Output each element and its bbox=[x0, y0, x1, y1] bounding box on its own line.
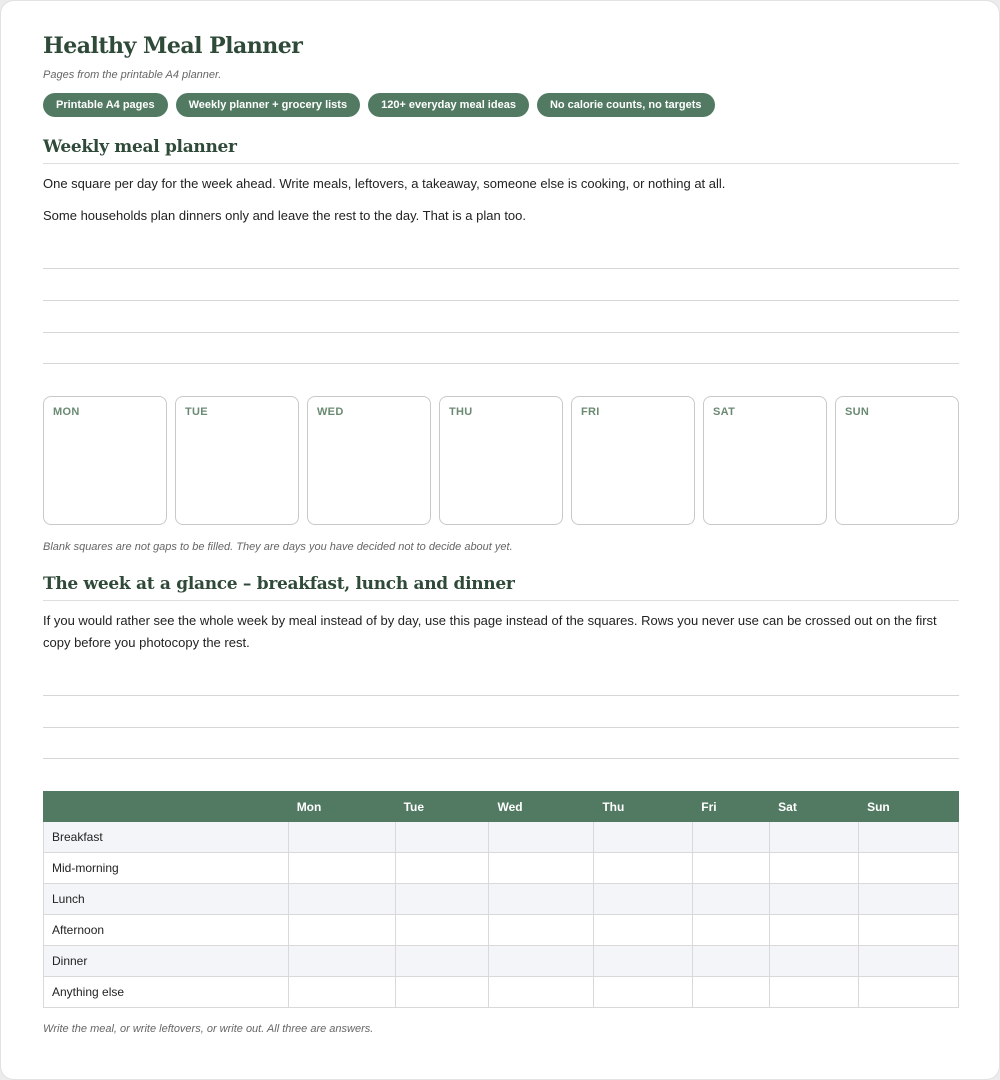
table-cell bbox=[859, 977, 959, 1008]
table-cell bbox=[770, 977, 859, 1008]
row-label: Mid-morning bbox=[44, 853, 289, 884]
day-label: TUE bbox=[185, 406, 208, 418]
day-label: WED bbox=[317, 406, 344, 418]
row-label: Afternoon bbox=[44, 915, 289, 946]
table-cell bbox=[693, 946, 770, 977]
table-cell bbox=[770, 853, 859, 884]
day-square-mon bbox=[43, 396, 167, 525]
writing-line bbox=[43, 268, 959, 269]
table-cell bbox=[594, 915, 693, 946]
table-cell bbox=[770, 915, 859, 946]
table-cell bbox=[693, 977, 770, 1008]
table-cell bbox=[489, 853, 594, 884]
table-cell bbox=[288, 884, 395, 915]
table-cell bbox=[489, 915, 594, 946]
table-cell bbox=[770, 884, 859, 915]
table-row bbox=[44, 977, 959, 1008]
table-cell bbox=[770, 822, 859, 853]
table-cell bbox=[395, 822, 489, 853]
column-header-fri: Fri bbox=[693, 792, 770, 822]
row-label: Anything else bbox=[44, 977, 289, 1008]
table-row bbox=[44, 915, 959, 946]
pill-meal-ideas: 120+ everyday meal ideas bbox=[368, 93, 529, 117]
column-header-sat: Sat bbox=[770, 792, 859, 822]
writing-line bbox=[43, 332, 959, 333]
table-cell bbox=[594, 884, 693, 915]
writing-line bbox=[43, 758, 959, 759]
table-row bbox=[44, 822, 959, 853]
table-cell bbox=[395, 853, 489, 884]
feature-pills bbox=[43, 93, 715, 117]
table-cell bbox=[288, 915, 395, 946]
row-label: Lunch bbox=[44, 884, 289, 915]
table-cell bbox=[489, 977, 594, 1008]
pill-no-calories: No calorie counts, no targets bbox=[537, 93, 715, 117]
table-cell bbox=[693, 915, 770, 946]
table-cell bbox=[693, 822, 770, 853]
pill-printable: Printable A4 pages bbox=[43, 93, 168, 117]
day-square-sat bbox=[703, 396, 827, 525]
table-cell bbox=[859, 915, 959, 946]
row-label: Dinner bbox=[44, 946, 289, 977]
table-cell bbox=[859, 884, 959, 915]
day-square-thu bbox=[439, 396, 563, 525]
day-square-tue bbox=[175, 396, 299, 525]
day-label: THU bbox=[449, 406, 473, 418]
glance-heading: The week at a glance – breakfast, lunch and dinner bbox=[43, 574, 959, 601]
table-cell bbox=[288, 977, 395, 1008]
table-cell bbox=[288, 946, 395, 977]
column-header bbox=[44, 792, 289, 822]
table-cell bbox=[395, 946, 489, 977]
table-cell bbox=[859, 853, 959, 884]
table-cell bbox=[395, 884, 489, 915]
pill-weekly: Weekly planner + grocery lists bbox=[176, 93, 360, 117]
table-cell bbox=[594, 853, 693, 884]
day-label: MON bbox=[53, 406, 80, 418]
weekly-paragraph-1: One square per day for the week ahead. Write meals, leftovers, a takeaway, someone else is cooking, or nothing at all. bbox=[43, 176, 726, 191]
day-label: SUN bbox=[845, 406, 870, 418]
column-header-tue: Tue bbox=[395, 792, 489, 822]
glance-note: Write the meal, or write leftovers, or write out. All three are answers. bbox=[43, 1023, 374, 1035]
row-label: Breakfast bbox=[44, 822, 289, 853]
table-cell bbox=[489, 822, 594, 853]
table-cell bbox=[693, 884, 770, 915]
table-cell bbox=[693, 853, 770, 884]
table-cell bbox=[288, 853, 395, 884]
table-cell bbox=[395, 915, 489, 946]
page-title: Healthy Meal Planner bbox=[43, 33, 303, 59]
day-square-sun bbox=[835, 396, 959, 525]
glance-paragraph: If you would rather see the whole week by meal instead of by day, use this page instead of the squares. Rows you never use can be crossed out on the first copy before you photocopy the rest. bbox=[43, 613, 937, 650]
table-cell bbox=[288, 822, 395, 853]
table-cell bbox=[594, 822, 693, 853]
table-cell bbox=[859, 946, 959, 977]
table-cell bbox=[594, 946, 693, 977]
writing-line bbox=[43, 727, 959, 728]
table-row bbox=[44, 853, 959, 884]
writing-line bbox=[43, 363, 959, 364]
table-row bbox=[44, 884, 959, 915]
table-cell bbox=[859, 822, 959, 853]
column-header-sun: Sun bbox=[859, 792, 959, 822]
column-header-mon: Mon bbox=[288, 792, 395, 822]
table-row bbox=[44, 946, 959, 977]
weekly-paragraph-2: Some households plan dinners only and leave the rest to the day. That is a plan too. bbox=[43, 208, 526, 223]
day-square-fri bbox=[571, 396, 695, 525]
weekly-heading: Weekly meal planner bbox=[43, 137, 959, 164]
day-label: SAT bbox=[713, 406, 736, 418]
day-square-wed bbox=[307, 396, 431, 525]
day-squares bbox=[43, 396, 959, 525]
table-cell bbox=[770, 946, 859, 977]
day-label: FRI bbox=[581, 406, 600, 418]
week-glance-table bbox=[43, 791, 959, 1008]
table-cell bbox=[395, 977, 489, 1008]
writing-line bbox=[43, 695, 959, 696]
column-header-wed: Wed bbox=[489, 792, 594, 822]
writing-line bbox=[43, 300, 959, 301]
table-cell bbox=[594, 977, 693, 1008]
page-subtitle: Pages from the printable A4 planner. bbox=[43, 69, 222, 81]
weekly-note: Blank squares are not gaps to be filled. They are days you have decided not to decide about yet. bbox=[43, 541, 513, 553]
table-cell bbox=[489, 946, 594, 977]
table-cell bbox=[489, 884, 594, 915]
column-header-thu: Thu bbox=[594, 792, 693, 822]
table-header-row bbox=[44, 792, 959, 822]
